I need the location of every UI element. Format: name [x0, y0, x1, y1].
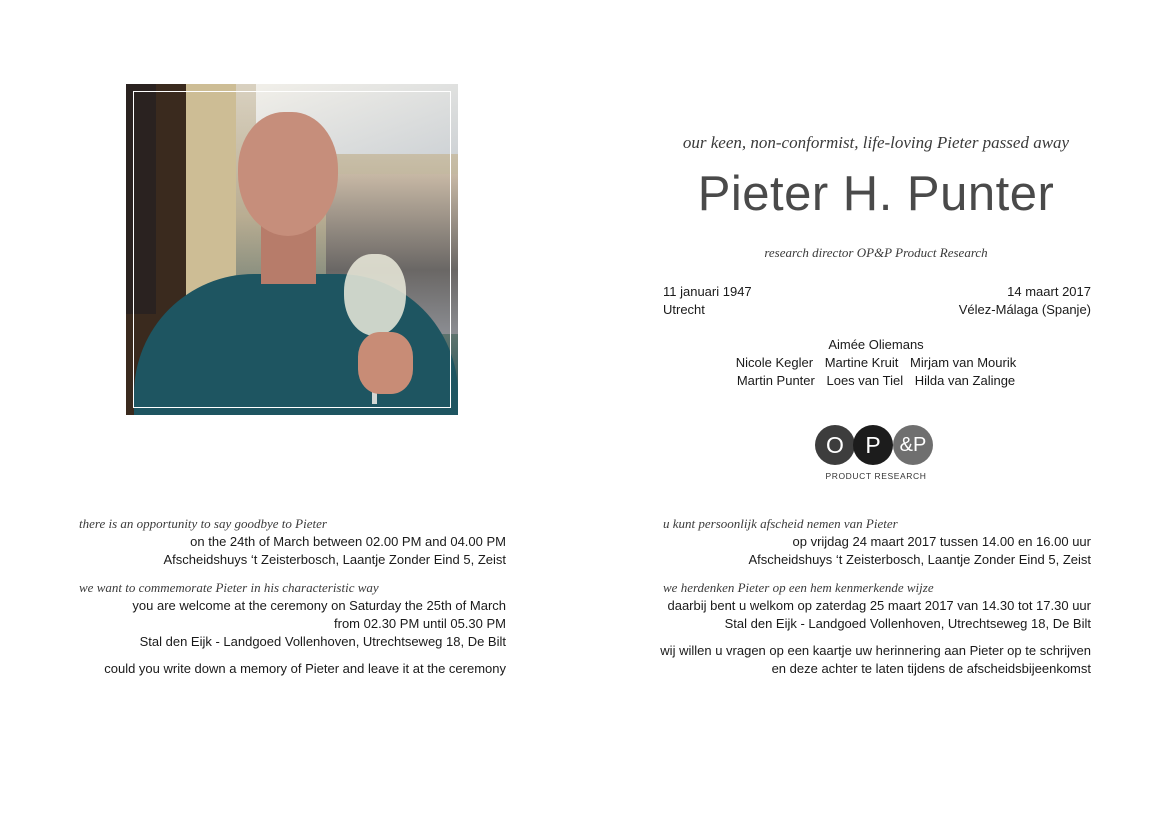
nl-ceremony-intro: we herdenken Pieter op een hem kenmerkende wijze: [663, 580, 934, 595]
family-member: Martin Punter: [736, 373, 815, 388]
family-member: Nicole Kegler: [735, 355, 814, 370]
nl-memory-line-1: wij willen u vragen op een kaartje uw herinnering aan Pieter op te schrijven: [660, 643, 1091, 658]
death-date: 14 maart 2017: [1007, 284, 1091, 299]
nl-goodbye-place: Afscheidshuys ‘t Zeisterbosch, Laantje Zonder Eind 5, Zeist: [748, 552, 1091, 567]
logo-circle-p: P: [853, 425, 893, 465]
family-row-3: [660, 373, 1092, 388]
logo-tagline: PRODUCT RESEARCH: [825, 471, 927, 481]
death-info: [959, 283, 1091, 319]
family-member: Aimée Oliemans: [828, 337, 924, 352]
nl-ceremony-place: Stal den Eijk - Landgoed Vollenhoven, Utrechtseweg 18, De Bilt: [724, 616, 1091, 631]
en-ceremony-place: Stal den Eijk - Landgoed Vollenhoven, Utrechtseweg 18, De Bilt: [139, 634, 506, 649]
en-ceremony-line-1: you are welcome at the ceremony on Saturday the 25th of March: [132, 598, 506, 613]
subtitle: our keen, non-conformist, life-loving Pieter passed away: [682, 133, 1070, 152]
family-row-1: [660, 337, 1092, 352]
en-goodbye-time: on the 24th of March between 02.00 PM and 04.00 PM: [190, 534, 506, 549]
photo-frame: [133, 91, 451, 408]
en-ceremony-intro: we want to commemorate Pieter in his characteristic way: [79, 580, 379, 595]
nl-goodbye-intro: u kunt persoonlijk afscheid nemen van Pieter: [663, 516, 898, 531]
death-place: Vélez-Málaga (Spanje): [958, 302, 1091, 317]
family-member: Mirjam van Mourik: [910, 355, 1017, 370]
family-member: Loes van Tiel: [826, 373, 904, 388]
birth-place: Utrecht: [663, 302, 705, 317]
deceased-name: Pieter H. Punter: [697, 167, 1055, 221]
en-memory: could you write down a memory of Pieter and leave it at the ceremony: [104, 661, 506, 676]
family-member: Martine Kruit: [824, 355, 899, 370]
en-goodbye-place: Afscheidshuys ‘t Zeisterbosch, Laantje Zonder Eind 5, Zeist: [163, 552, 506, 567]
role: research director OP&P Product Research: [764, 245, 988, 260]
portrait-photo: [126, 84, 458, 415]
opp-logo: [815, 425, 937, 485]
logo-circle-o: O: [815, 425, 855, 465]
family-member: Hilda van Zalinge: [914, 373, 1016, 388]
nl-ceremony-line-1: daarbij bent u welkom op zaterdag 25 maart 2017 van 14.30 tot 17.30 uur: [667, 598, 1091, 613]
en-ceremony-line-2: from 02.30 PM until 05.30 PM: [334, 616, 506, 631]
birth-date: 11 januari 1947: [663, 284, 752, 299]
nl-goodbye-time: op vrijdag 24 maart 2017 tussen 14.00 en 16.00 uur: [792, 534, 1091, 549]
logo-circle-andp: &P: [893, 425, 933, 465]
birth-info: [663, 283, 752, 319]
en-goodbye-intro: there is an opportunity to say goodbye to Pieter: [79, 516, 327, 531]
family-row-2: [660, 355, 1092, 370]
nl-memory-line-2: en deze achter te laten tijdens de afscheidsbijeenkomst: [771, 661, 1091, 676]
